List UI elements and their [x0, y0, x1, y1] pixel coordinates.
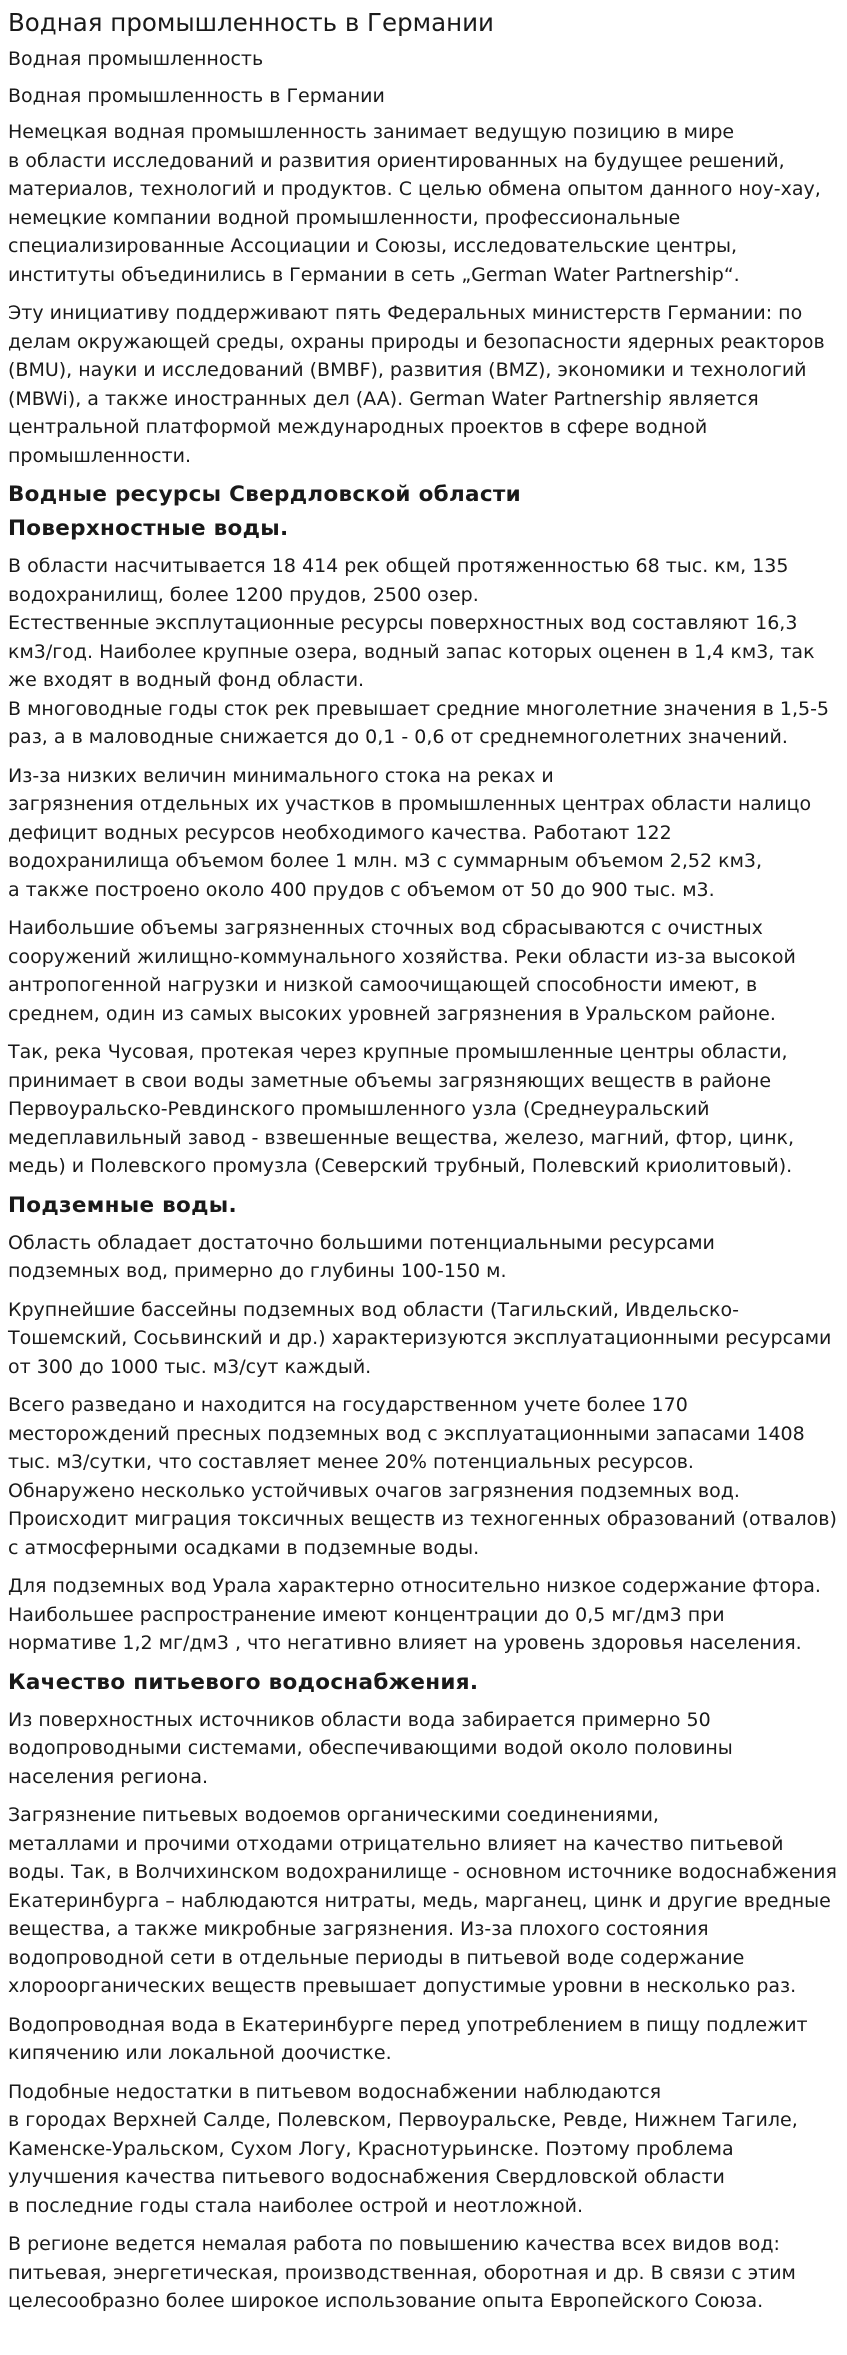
paragraph-line: Так, река Чусовая, протекая через крупные промышленные центры области, — [8, 1041, 788, 1063]
paragraph-line: В многоводные годы сток рек превышает средние многолетние значения в 1,5-5 — [8, 697, 830, 720]
paragraph-line: питьевая, энергетическая, производственная, оборотная и др. В связи с этим — [8, 2261, 796, 2284]
paragraph-line: раз, а в маловодные снижается до 0,1 - 0,6 от среднемноголетних значений. — [8, 726, 788, 748]
paragraph-line: водохранилища объемом более 1 млн. м3 с суммарным объемом 2,52 км3, — [8, 850, 763, 872]
paragraph-line: в городах Верхней Салде, Полевском, Первоуральске, Ревде, Нижнем Тагиле, — [8, 2109, 798, 2131]
paragraph-line: целесообразно более широкое использование опыта Европейского Союза. — [8, 2290, 764, 2312]
paragraph — [8, 762, 839, 905]
paragraph — [8, 2078, 839, 2221]
paragraph-line: Наибольшее распространение имеют концентрации до 0,5 мг/дм3 при — [8, 1603, 725, 1626]
paragraph-line: Для подземных вод Урала характерно относительно низкое содержание фтора. — [8, 1575, 821, 1597]
paragraph-line: центральной платформой международных проектов в сфере водной — [8, 416, 708, 438]
paragraph-line: институты объединились в Германии в сеть „German Water Partnership“. — [8, 263, 740, 286]
paragraph-line: медеплавильный завод - взвешенные вещества, железо, магний, фтор, цинк, — [8, 1126, 795, 1149]
paragraph-line: тыс. м3/сутки, что составляет менее 20% потенциальных ресурсов. — [8, 1451, 694, 1473]
paragraph-line: водохранилищ, более 1200 прудов, 2500 озер. — [8, 583, 479, 606]
section-heading-water-resources: Водные ресурсы Свердловской области — [8, 482, 521, 507]
page-title: Водная промышленность в Германии — [8, 8, 494, 37]
paragraph-line: водопроводной сети в отдельные периоды в питьевой воде содержание — [8, 1946, 745, 1969]
paragraph-line: Первоуральско-Ревдинского промышленного узла (Среднеуральский — [8, 1098, 710, 1120]
paragraph — [8, 2011, 839, 2068]
surface-water-section — [8, 552, 839, 1181]
paragraph-line: Немецкая водная промышленность занимает ведущую позицию в мире — [8, 121, 735, 143]
paragraph-line: Наибольшие объемы загрязненных сточных вод сбрасываются с очистных — [8, 917, 763, 939]
paragraph-line: В регионе ведется немалая работа по повышению качества всех видов вод: — [8, 2233, 780, 2255]
paragraph-line: принимает в свои воды заметные объемы загрязняющих веществ в районе — [8, 1069, 772, 1092]
paragraph-line: (BMU), науки и исследований (BMBF), развития (BMZ), экономики и технологий — [8, 359, 807, 381]
paragraph-line: Всего разведано и находится на государственном учете более 170 — [8, 1394, 688, 1416]
paragraph-line: подземных вод, примерно до глубины 100-150 м. — [8, 1260, 507, 1282]
paragraph-line: Эту инициативу поддерживают пять Федеральных министерств Германии: по — [8, 302, 803, 324]
intro-section — [8, 118, 839, 470]
paragraph-line: вещества, а также микробные загрязнения. Из-за плохого состояния — [8, 1918, 709, 1940]
article-subtitle: Водная промышленность в Германии — [8, 85, 385, 107]
paragraph — [8, 1296, 839, 1382]
paragraph-line: Каменске-Уральском, Сухом Логу, Краснотурьинске. Поэтому проблема — [8, 2137, 734, 2160]
paragraph-line: медь) и Полевского промузла (Северский трубный, Полевский криолитовый). — [8, 1155, 793, 1177]
paragraph-line: населения региона. — [8, 1765, 209, 1788]
paragraph-line: Область обладает достаточно большими потенциальными ресурсами — [8, 1231, 715, 1254]
paragraph-line: улучшения качества питьевого водоснабжения Свердловской области — [8, 2166, 725, 2188]
paragraph-line: металлами и прочими отходами отрицательно влияет на качество питьевой — [8, 1832, 784, 1855]
paragraph-line: от 300 до 1000 тыс. м3/сут каждый. — [8, 1355, 372, 1378]
paragraph — [8, 1572, 839, 1658]
paragraph-line: хлороорганических веществ превышает допустимые уровни в несколько раз. — [8, 1975, 797, 1997]
paragraph-line: Из поверхностных источников области вода забирается примерно 50 — [8, 1708, 711, 1731]
paragraph-line: материалов, технологий и продуктов. С целью обмена опытом данного ноу-хау, — [8, 178, 821, 200]
paragraph-line: Естественные эксплутационные ресурсы поверхностных вод составляют 16,3 — [8, 612, 798, 634]
paragraph-line: же входят в водный фонд области. — [8, 669, 365, 691]
section-heading-ground-water: Подземные воды. — [8, 1192, 237, 1218]
paragraph-line: Водопроводная вода в Екатеринбурге перед употреблением в пищу подлежит — [8, 2013, 808, 2036]
paragraph-line: в последние годы стала наиболее острой и неотложной. — [8, 2194, 584, 2217]
paragraph-line: антропогенной нагрузки и низкой самоочищающей способности имеют, в — [8, 974, 758, 996]
paragraph — [8, 1229, 839, 1286]
paragraph-line: нормативе 1,2 мг/дм3 , что негативно влияет на уровень здоровья населения. — [8, 1632, 802, 1654]
paragraph-line: сооружений жилищно-коммунального хозяйства. Реки области из-за высокой — [8, 945, 796, 968]
paragraph — [8, 1801, 839, 2001]
paragraph-line: км3/год. Наиболее крупные озера, водный запас которых оценен в 1,4 км3, так — [8, 640, 815, 663]
paragraph — [8, 2230, 839, 2316]
paragraph-line: в области исследований и развития ориентированных на будущее решений, — [8, 149, 785, 172]
paragraph — [8, 552, 839, 752]
paragraph-line: кипячению или локальной доочистке. — [8, 2042, 392, 2064]
paragraph-line: среднем, один из самых высоких уровней загрязнения в Уральском районе. — [8, 1002, 776, 1025]
paragraph-line: немецкие компании водной промышленности, профессиональные — [8, 206, 681, 229]
paragraph-line: водопроводными системами, обеспечивающими водой около половины — [8, 1737, 733, 1759]
paragraph-line: специализированные Ассоциации и Союзы, исследовательские центры, — [8, 235, 738, 257]
paragraph-line: Тошемский, Сосьвинский и др.) характеризуются эксплуатационными ресурсами — [8, 1327, 832, 1349]
breadcrumb: Водная промышленность — [8, 48, 264, 70]
section-heading-surface-water: Поверхностные воды. — [8, 516, 289, 541]
paragraph — [8, 914, 839, 1028]
paragraph — [8, 1038, 839, 1181]
paragraph-line: Екатеринбурга – наблюдаются нитраты, медь, марганец, цинк и другие вредные — [8, 1889, 831, 1912]
paragraph-line: Подобные недостатки в питьевом водоснабжении наблюдаются — [8, 2080, 662, 2103]
paragraph-line: Происходит миграция токсичных веществ из техногенных образований (отвалов) — [8, 1508, 837, 1530]
paragraph-line: загрязнения отдельных их участков в промышленных центрах области налицо — [8, 793, 812, 815]
drinking-water-section — [8, 1706, 839, 2316]
ground-water-section — [8, 1229, 839, 1658]
section-heading-drinking-water: Качество питьевого водоснабжения. — [8, 1669, 479, 1695]
paragraph-line: месторождений пресных подземных вод с эксплуатационными запасами 1408 — [8, 1422, 805, 1445]
paragraph-line: воды. Так, в Волчихинском водохранилище - основном источнике водоснабжения — [8, 1861, 837, 1883]
paragraph-line: а также построено около 400 прудов с объемом от 50 до 900 тыс. м3. — [8, 878, 715, 901]
paragraph-line: делам окружающей среды, охраны природы и безопасности ядерных реакторов — [8, 330, 825, 353]
paragraph-line: Из-за низких величин минимального стока на реках и — [8, 764, 554, 787]
paragraph-line: (MBWi), а также иностранных дел (AA). German Water Partnership является — [8, 387, 759, 410]
paragraph-line: В области насчитывается 18 414 рек общей протяженностью 68 тыс. км, 135 — [8, 555, 789, 577]
paragraph-line: Крупнейшие бассейны подземных вод области (Тагильский, Ивдельско- — [8, 1298, 739, 1321]
paragraph-line: Загрязнение питьевых водоемов органическими соединениями, — [8, 1804, 659, 1826]
paragraph-line: Обнаружено несколько устойчивых очагов загрязнения подземных вод. — [8, 1479, 740, 1502]
paragraph-line: с атмосферными осадками в подземные воды. — [8, 1536, 480, 1559]
paragraph — [8, 299, 839, 470]
paragraph — [8, 118, 839, 289]
paragraph-line: промышленности. — [8, 444, 192, 467]
paragraph — [8, 1706, 839, 1792]
paragraph-line: дефицит водных ресурсов необходимого качества. Работают 122 — [8, 821, 672, 844]
paragraph — [8, 1391, 839, 1562]
